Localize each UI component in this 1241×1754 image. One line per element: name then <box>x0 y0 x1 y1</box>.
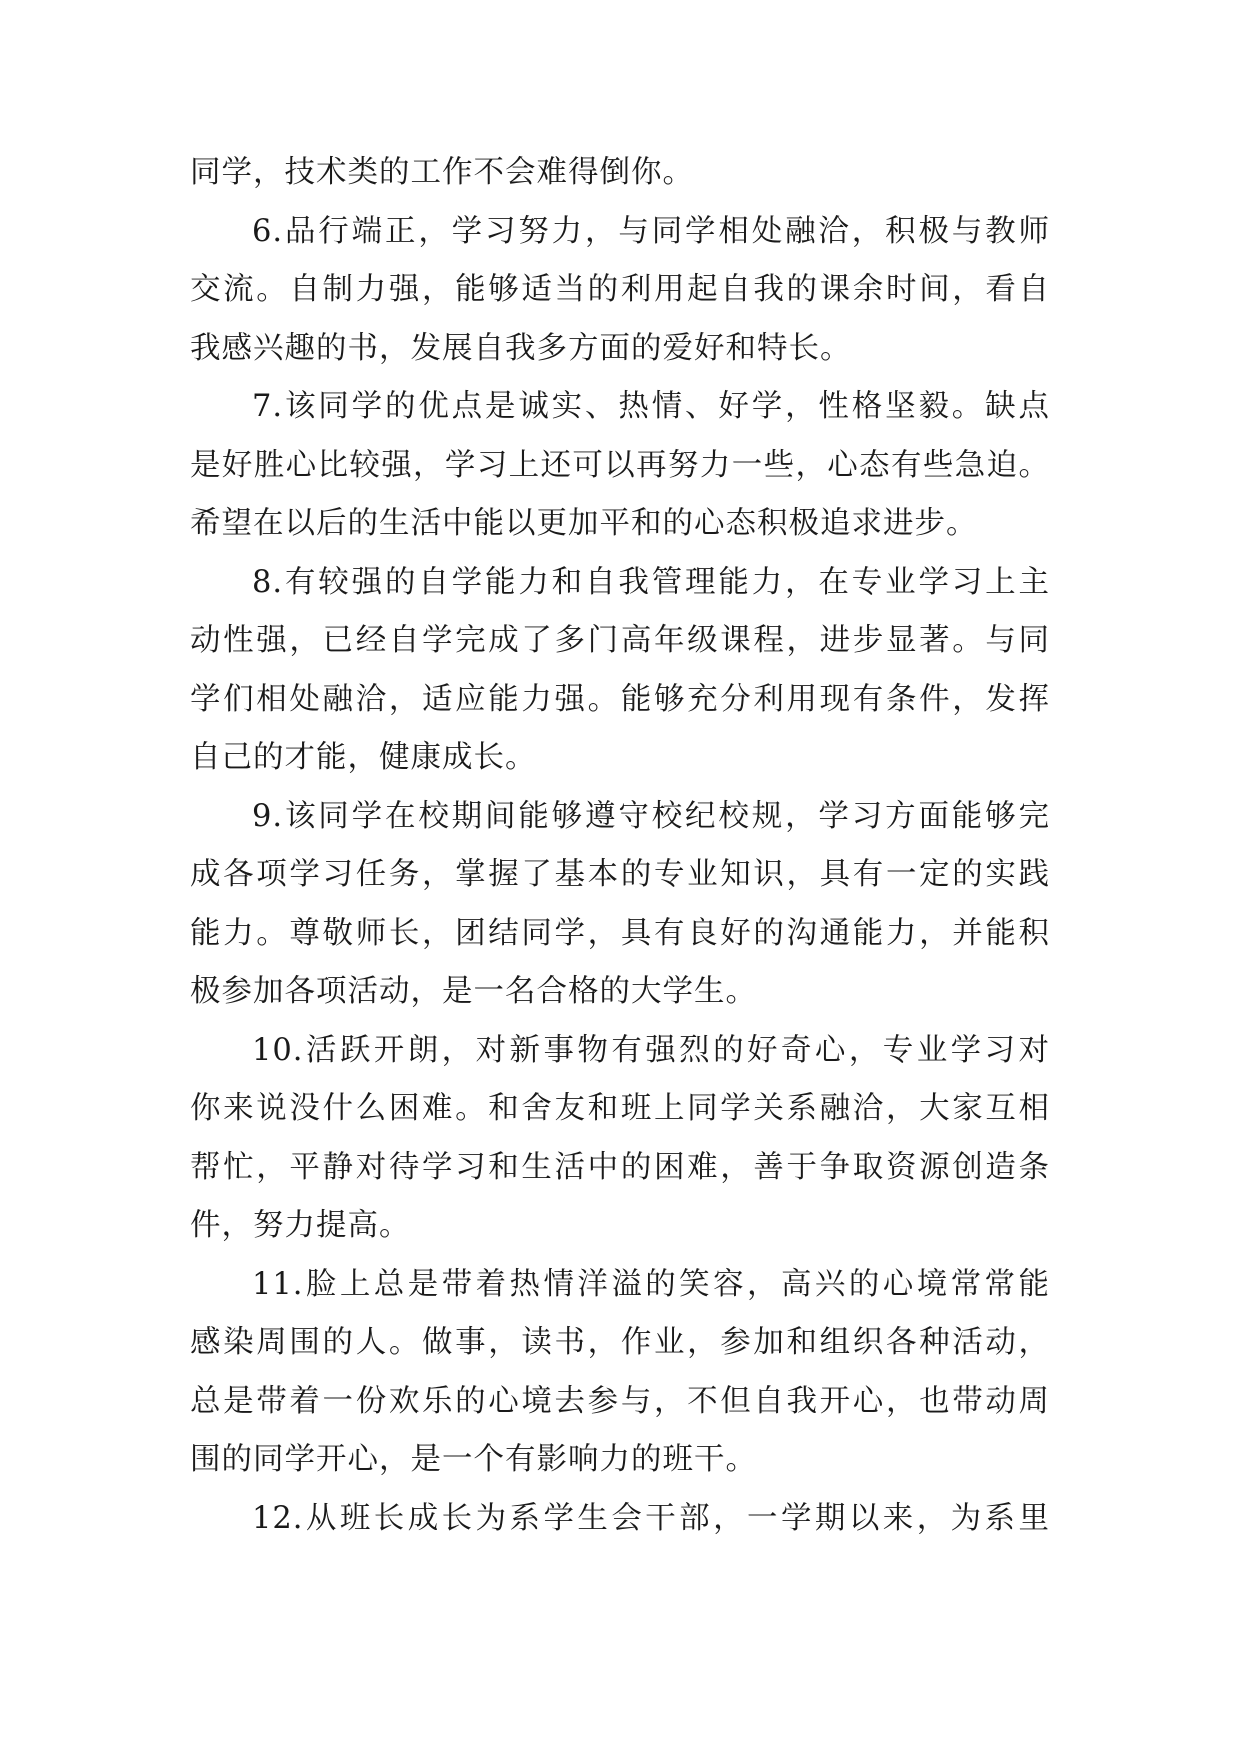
text-line: 你来说没什么困难。和舍友和班上同学关系融洽，大家互相 <box>190 1091 1050 1126</box>
text-line: 感染周围的人。做事，读书，作业，参加和组织各种活动， <box>190 1325 1050 1360</box>
text-line: 我感兴趣的书，发展自我多方面的爱好和特长。 <box>190 330 852 366</box>
text-line: 学们相处融洽，适应能力强。能够充分利用现有条件，发挥 <box>190 681 1050 717</box>
text-line: 成各项学习任务，掌握了基本的专业知识，具有一定的实践 <box>190 857 1050 892</box>
text-line: 动性强，已经自学完成了多门高年级课程，进步显著。与同 <box>190 623 1050 658</box>
text-line: 能力。尊敬师长，团结同学，具有良好的沟通能力，并能积 <box>190 915 1050 951</box>
text-line: 11.脸上总是带着热情洋溢的笑容，高兴的心境常常能 <box>252 1266 1050 1302</box>
text-line: 同学，技术类的工作不会难得倒你。 <box>190 155 694 190</box>
text-line: 6.品行端正，学习努力，与同学相处融洽，积极与教师 <box>252 213 1050 249</box>
text-line: 12.从班长成长为系学生会干部，一学期以来，为系里 <box>252 1500 1050 1536</box>
text-line: 极参加各项活动，是一名合格的大学生。 <box>190 974 757 1009</box>
text-line: 围的同学开心，是一个有影响力的班干。 <box>190 1442 757 1477</box>
text-line: 8.有较强的自学能力和自我管理能力，在专业学习上主 <box>252 564 1050 600</box>
text-line: 希望在以后的生活中能以更加平和的心态积极追求进步。 <box>190 506 978 541</box>
text-line: 件，努力提高。 <box>190 1208 411 1243</box>
text-line: 自己的才能，健康成长。 <box>190 740 537 775</box>
text-line: 交流。自制力强，能够适当的利用起自我的课余时间，看自 <box>190 272 1050 307</box>
text-line: 是好胜心比较强，学习上还可以再努力一些，心态有些急迫。 <box>190 447 1050 483</box>
text-line: 帮忙，平静对待学习和生活中的困难，善于争取资源创造条 <box>190 1149 1050 1185</box>
text-line: 9.该同学在校期间能够遵守校纪校规，学习方面能够完 <box>252 798 1050 834</box>
text-line: 7.该同学的优点是诚实、热情、好学，性格坚毅。缺点 <box>252 389 1050 424</box>
text-line: 10.活跃开朗，对新事物有强烈的好奇心，专业学习对 <box>252 1032 1050 1068</box>
text-line: 总是带着一份欢乐的心境去参与，不但自我开心，也带动周 <box>190 1383 1050 1419</box>
document-body <box>190 144 1050 1548</box>
